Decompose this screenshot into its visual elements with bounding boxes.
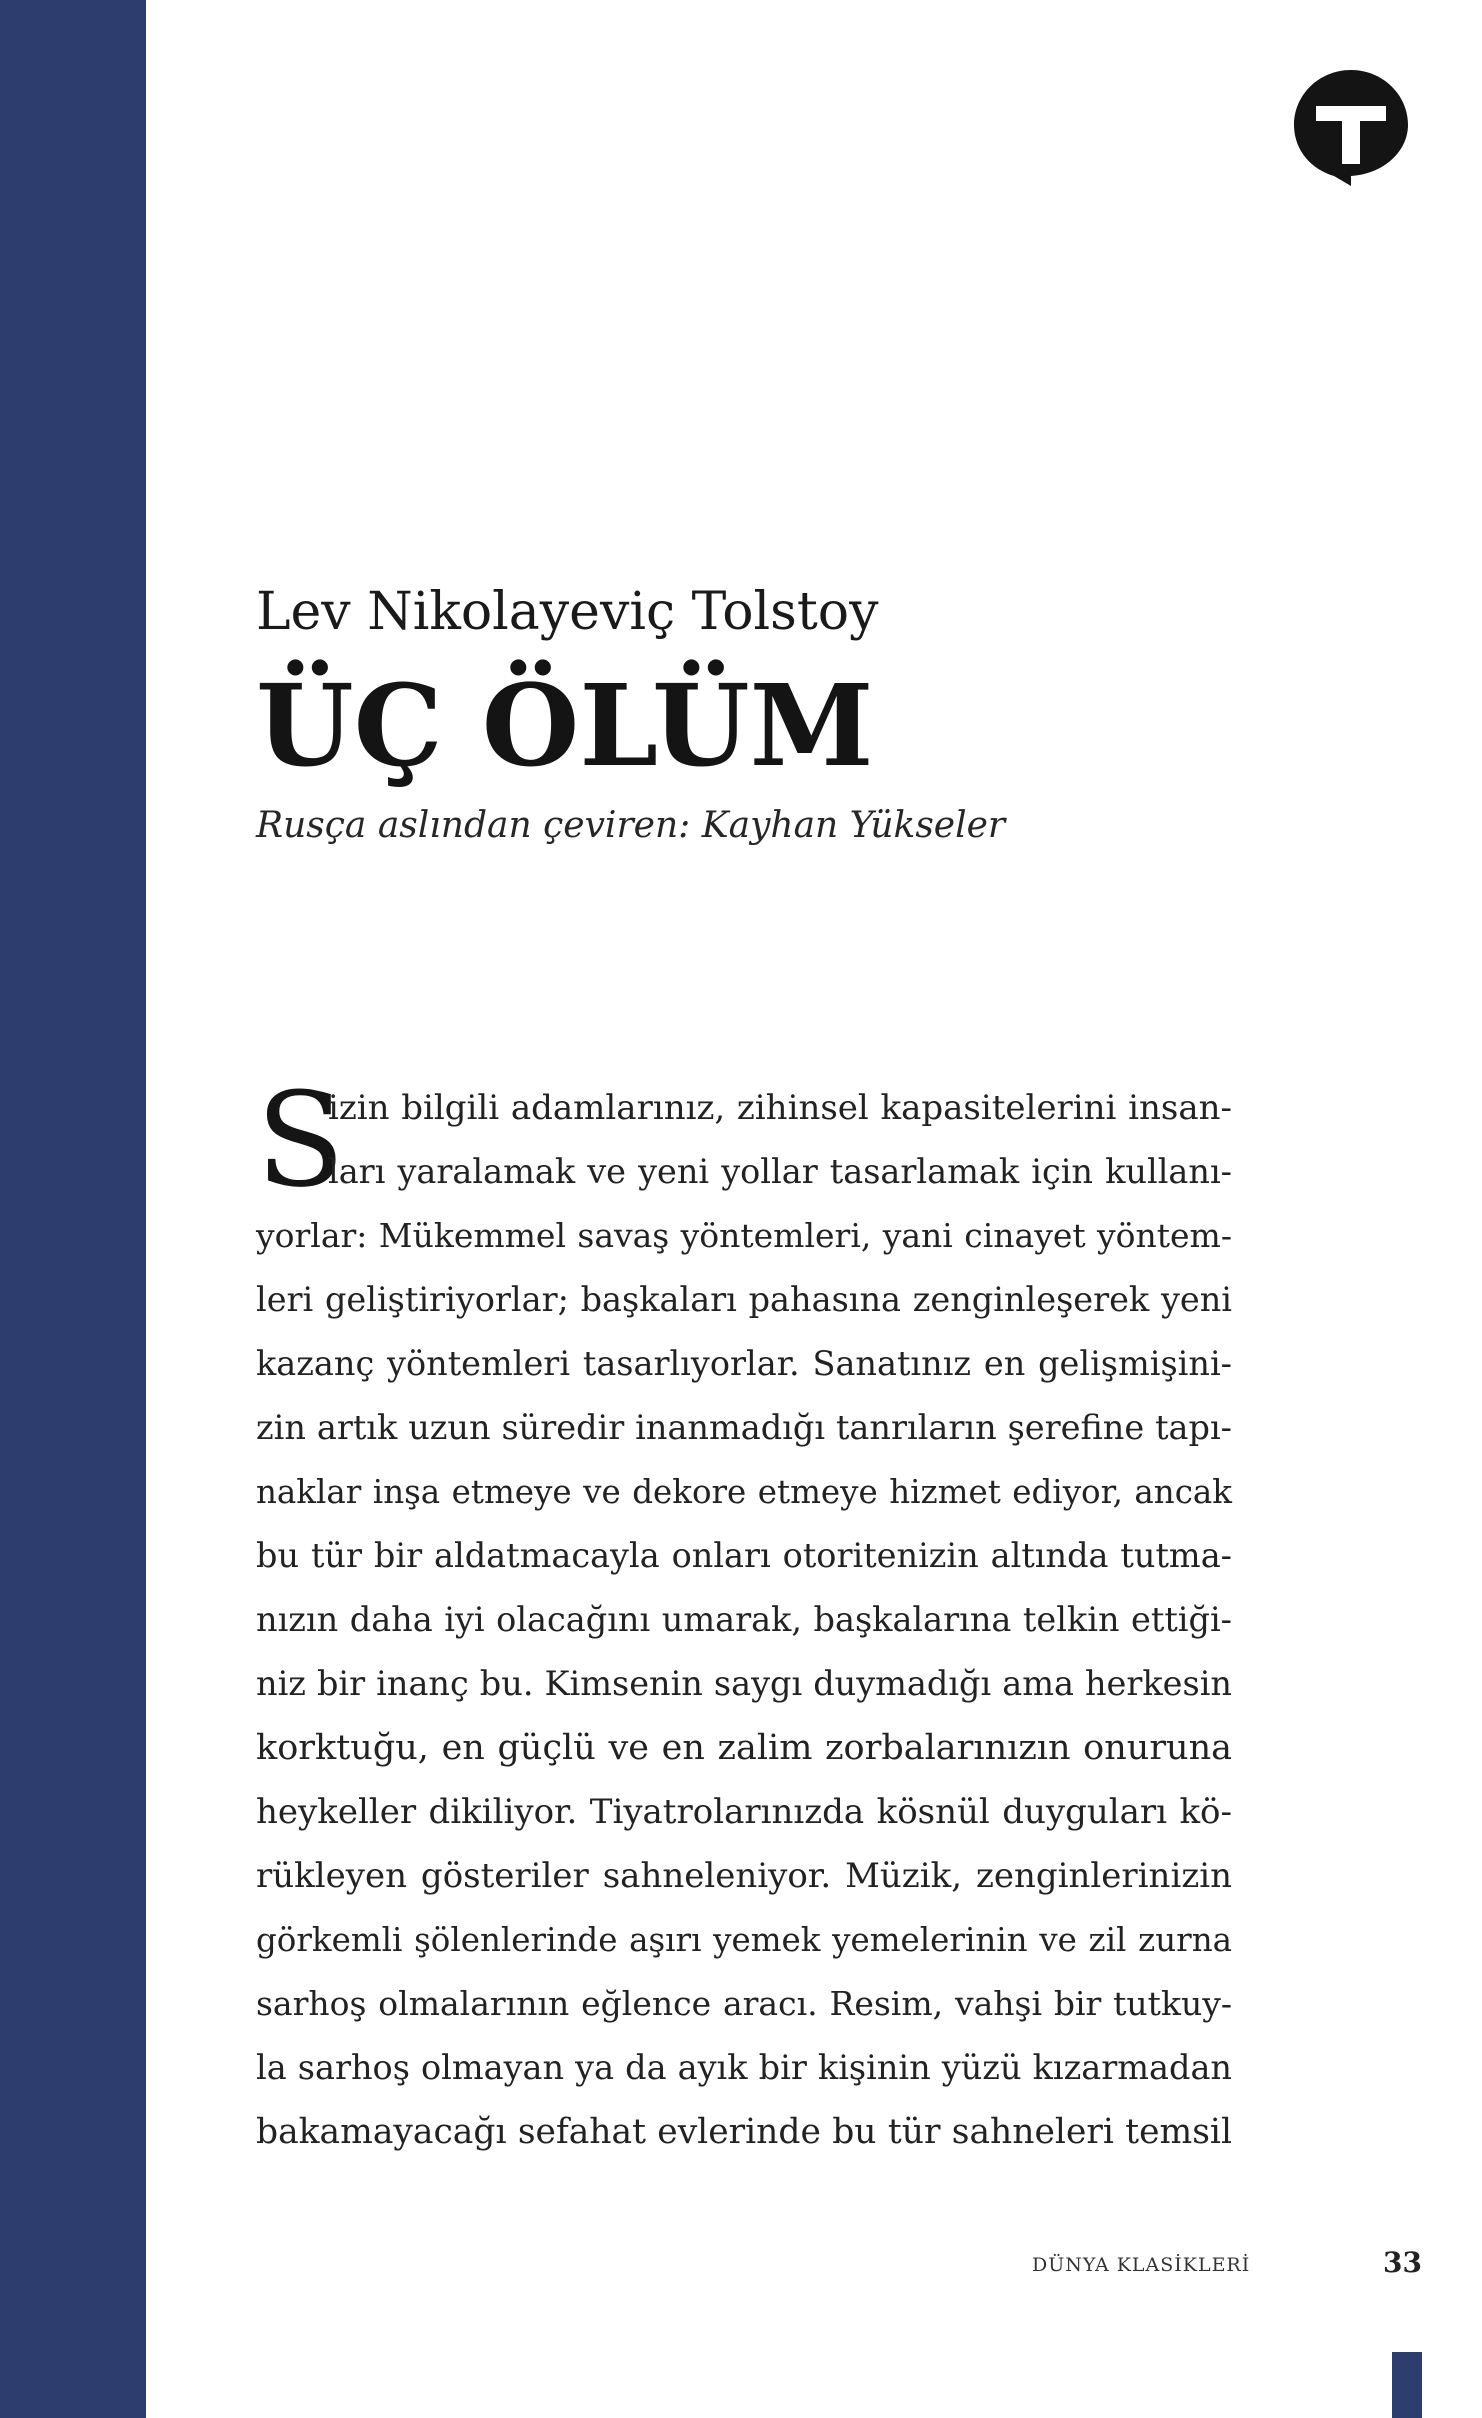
- body-line: yorlar: Mükemmel savaş yöntemleri, yani cinayet yöntem-: [256, 1216, 1232, 1255]
- side-color-band: [0, 0, 146, 2418]
- corner-color-tab: [1392, 2352, 1422, 2418]
- body-line: ları yaralamak ve yeni yollar tasarlamak için kullanı-: [328, 1152, 1232, 1191]
- body-line: leri geliştiriyorlar; başkaları pahasına zenginleşerek yeni: [256, 1280, 1232, 1319]
- body-line: naklar inşa etmeye ve dekore etmeye hizmet ediyor, ancak: [256, 1473, 1232, 1511]
- body-line: görkemli şölenlerinde aşırı yemek yemelerinin ve zil zurna: [256, 1921, 1232, 1959]
- body-line: niz bir inanç bu. Kimsenin saygı duymadığı ama herkesin: [256, 1664, 1232, 1703]
- body-line: bu tür bir aldatmacayla onları otoritenizin altında tutma-: [256, 1536, 1232, 1575]
- body-line: zin artık uzun süredir inanmadığı tanrıların şerefine tapı-: [256, 1408, 1232, 1447]
- body-line: rükleyen gösteriler sahneleniyor. Müzik, zenginlerinizin: [256, 1856, 1232, 1896]
- translator-credit: Rusça aslından çeviren: Kayhan Yükseler: [256, 805, 1006, 846]
- drop-cap-letter: S: [256, 1064, 346, 1216]
- body-line: kazanç yöntemleri tasarlıyorlar. Sanatınız en gelişmişini-: [256, 1344, 1232, 1383]
- article-header: [256, 580, 1256, 850]
- author-name: Lev Nikolayeviç Tolstoy: [256, 582, 879, 642]
- body-line: bakamayacağı sefahat evlerinde bu tür sahneleri temsil: [256, 2112, 1232, 2152]
- page-number: 33: [1383, 2246, 1422, 2279]
- body-line: la sarhoş olmayan ya da ayık bir kişinin yüzü kızarmadan: [256, 2048, 1232, 2087]
- body-line: izin bilgili adamlarınız, zihinsel kapasitelerini insan-: [328, 1088, 1232, 1128]
- publisher-t-logo-icon: [1290, 66, 1412, 188]
- body-line: heykeller dikiliyor. Tiyatrolarınızda kösnül duyguları kö-: [256, 1792, 1232, 1832]
- body-line: nızın daha iyi olacağını umarak, başkalarına telkin ettiği-: [256, 1600, 1232, 1639]
- series-label: DÜNYA KLASİKLERİ: [1032, 2254, 1251, 2276]
- story-title: ÜÇ ÖLÜM: [256, 661, 874, 792]
- body-line: sarhoş olmalarının eğlence aracı. Resim, vahşi bir tutkuy-: [256, 1984, 1232, 2023]
- body-line: korktuğu, en güçlü ve en zalim zorbalarınızın onuruna: [256, 1728, 1232, 1768]
